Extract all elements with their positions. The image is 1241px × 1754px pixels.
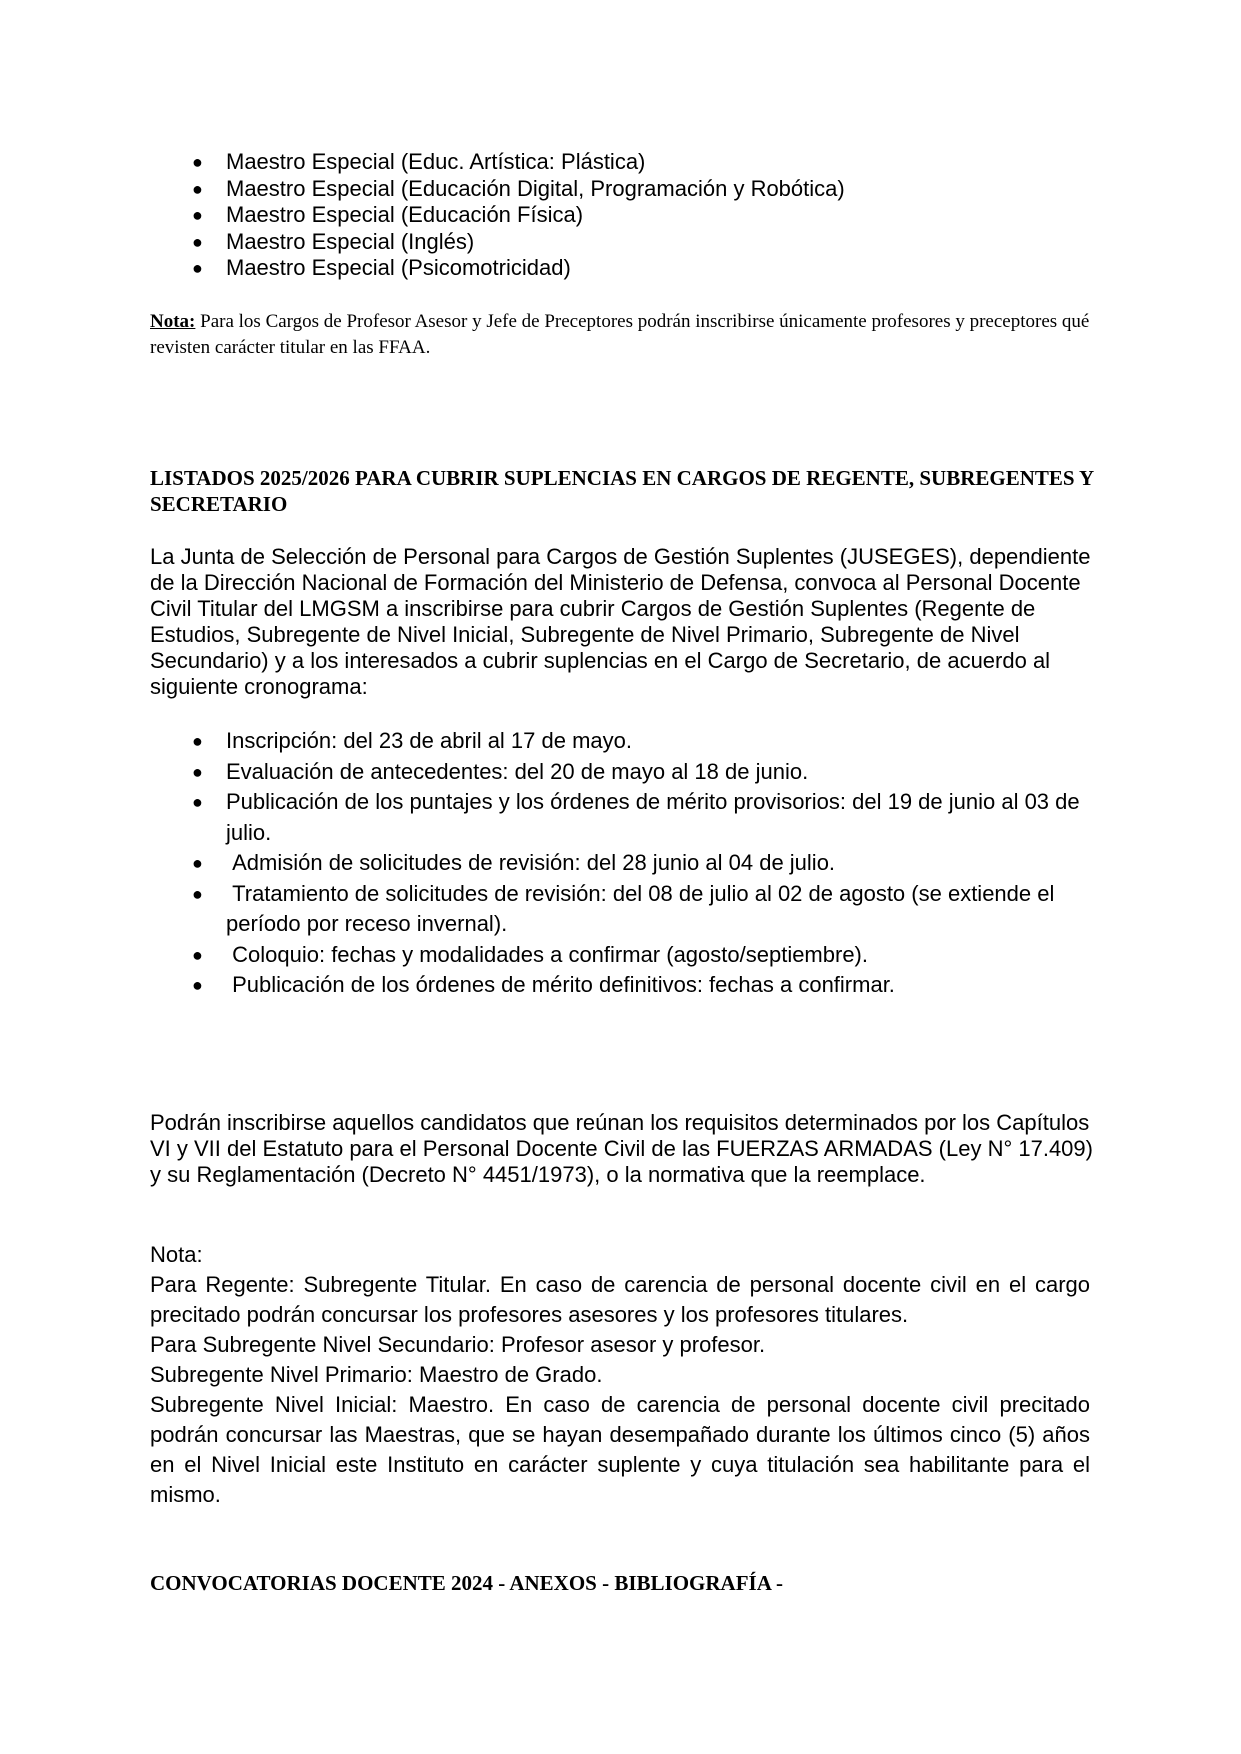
list-item: ● Maestro Especial (Psicomotricidad) — [192, 255, 571, 280]
list-item: ● Maestro Especial (Educación Digital, Programación y Robótica) — [192, 175, 845, 201]
bullet-icon: ● — [192, 761, 203, 782]
requisitos-paragraph: Podrán inscribirse aquellos candidatos que reúnan los requisitos determinados por los Capítulos VI y VII del Estatuto para el Personal Docente Civil de las FUERZAS ARMADAS (Ley N° 17.409) y su Reglamentación (Decreto N° 4451/1973), o la normativa que la reemplace. — [150, 1110, 1093, 1187]
bullet-icon: ● — [192, 231, 203, 252]
section-heading-convocatorias: CONVOCATORIAS DOCENTE 2024 - ANEXOS - BIBLIOGRAFÍA - — [150, 1571, 783, 1595]
nota-label: Nota: — [150, 1242, 203, 1267]
bullet-icon: ● — [192, 944, 203, 965]
intro-paragraph: La Junta de Selección de Personal para Cargos de Gestión Suplentes (JUSEGES), dependiente de la Dirección Nacional de Formación del Ministerio de Defensa, convoca al Personal Docente Civil Titular del LMGSM a inscribirse para cubrir Cargos de Gestión Suplentes (Regente de Estudios, Subregente de Nivel Inicial, Subregente de Nivel Primario, Subregente de Nivel Secundario) y a los interesados a cubrir suplencias en el Cargo de Secretario, de acuerdo al siguiente cronograma: — [150, 544, 1091, 699]
list-item: ● Coloquio: fechas y modalidades a confirmar (agosto/septiembre). — [150, 940, 1090, 971]
list-item: ● Inscripción: del 23 de abril al 17 de mayo. — [150, 726, 1090, 757]
list-item: ● Publicación de los órdenes de mérito definitivos: fechas a confirmar. — [150, 970, 1090, 1001]
bullet-icon: ● — [192, 258, 203, 278]
list-item: ● Admisión de solicitudes de revisión: del 28 junio al 04 de julio. — [150, 848, 1090, 879]
nota-text: Para los Cargos de Profesor Asesor y Jefe de Preceptores podrán inscribirse únicamente profesores y preceptores qué revisten carácter titular en las FFAA. — [150, 311, 1090, 358]
bullet-icon: ● — [192, 792, 203, 812]
bullet-icon: ● — [192, 883, 203, 904]
list-item: ● Evaluación de antecedentes: del 20 de mayo al 18 de junio. — [150, 757, 1090, 788]
nota-label: Nota: — [150, 311, 196, 332]
cronograma-list — [150, 726, 1090, 1001]
bullet-icon: ● — [192, 975, 203, 995]
bullet-icon: ● — [192, 178, 203, 199]
nota-subregente-inicial: Subregente Nivel Inicial: Maestro. En caso de carencia de personal docente civil precitado podrán concursar las Maestras, que se hayan desempañado durante los últimos cinco (5) años en el Nivel Inicial este Instituto en carácter suplente y cuya titulación sea habilitante para el mismo. — [150, 1392, 1090, 1507]
bullet-icon: ● — [192, 731, 203, 751]
nota-subregente-secundario: Para Subregente Nivel Secundario: Profesor asesor y profesor. — [150, 1332, 766, 1357]
list-item: ● Publicación de los puntajes y los órdenes de mérito provisorios: del 19 de junio al 03 de julio. — [192, 789, 1080, 845]
list-item: ● Maestro Especial (Educ. Artística: Plástica) — [192, 149, 646, 174]
list-item: ● Maestro Especial (Inglés) — [192, 228, 475, 254]
bullet-icon: ● — [192, 152, 203, 172]
nota-requisitos-cargos — [150, 1240, 1090, 1510]
list-item: ● Maestro Especial (Educación Física) — [192, 202, 584, 227]
bullet-icon: ● — [192, 853, 203, 873]
nota-subregente-primario: Subregente Nivel Primario: Maestro de Grado. — [150, 1362, 603, 1387]
nota-profesor-asesor — [150, 309, 1090, 361]
section-heading-listados: LISTADOS 2025/2026 PARA CUBRIR SUPLENCIAS EN CARGOS DE REGENTE, SUBREGENTES Y SECRETARIO — [150, 466, 1094, 516]
list-item: ● Tratamiento de solicitudes de revisión: del 08 de julio al 02 de agosto (se extiende el período por receso invernal). — [192, 880, 1061, 936]
bullet-icon: ● — [192, 205, 203, 225]
nota-regente: Para Regente: Subregente Titular. En caso de carencia de personal docente civil en el cargo precitado podrán concursar los profesores asesores y los profesores titulares. — [150, 1272, 1090, 1327]
cargos-list — [150, 149, 845, 282]
